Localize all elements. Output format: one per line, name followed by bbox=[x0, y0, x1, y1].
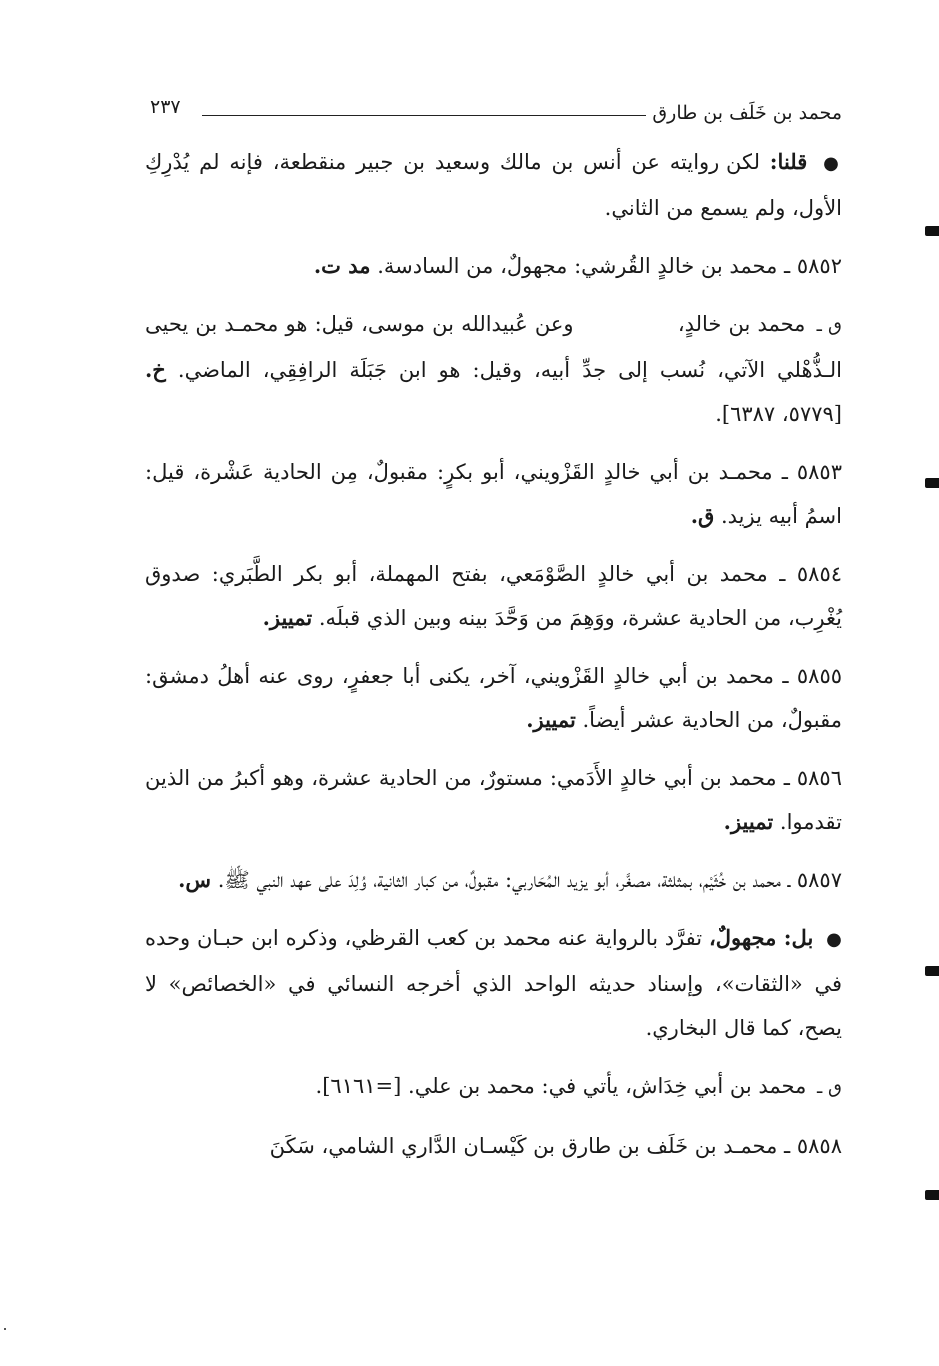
running-title: محمد بن خَلَف بن طارق bbox=[646, 102, 842, 124]
cross-reference-entry bbox=[145, 1064, 842, 1110]
source-code: ق. bbox=[690, 503, 715, 528]
source-code: تمييز. bbox=[262, 605, 313, 630]
entry-text: محمد بن أبي خالدٍ القَزْويني، آخر، يكنى أبا جعفرٍ، روى عنه أهلُ دمشق: مقبولٌ، من الحادية عشر أيضاً. bbox=[145, 664, 842, 732]
biography-entry bbox=[145, 1124, 842, 1168]
source-code: تمييز. bbox=[723, 809, 774, 834]
comment-text: لكن روايته عن أنس بن مالك وسعيد بن جبير منقطعة، فإنه لم يُدْرِكِ الأول، ولم يسمع من الثاني. bbox=[145, 150, 842, 220]
cross-reference-entry bbox=[145, 302, 842, 436]
comment-lead: قلنا: bbox=[769, 149, 808, 174]
margin-mark-icon bbox=[925, 478, 939, 488]
page-number: ٢٣٧ bbox=[150, 96, 185, 118]
biography-entry bbox=[145, 552, 842, 640]
margin-mark-icon bbox=[925, 966, 939, 976]
source-code: تمييز. bbox=[526, 707, 576, 732]
source-code: خ. bbox=[145, 357, 166, 382]
bullet-icon: ● bbox=[826, 929, 842, 950]
biography-entry bbox=[145, 244, 842, 288]
entry-number: ٥٨٥٦ ـ bbox=[783, 766, 842, 790]
entry-text: محمد بن خالدٍ القُرشي: مجهولٌ، من السادسة. bbox=[377, 254, 778, 278]
bullet-icon: ● bbox=[823, 153, 842, 174]
biography-entry bbox=[145, 756, 842, 844]
entry-text: محمد بن أبي خِدَاش، يأتي في: محمد بن علي. bbox=[408, 1074, 807, 1098]
circle-icon: ٯ ـ bbox=[817, 1077, 842, 1098]
source-code: س. bbox=[178, 867, 212, 892]
entry-number: ٥٨٥٢ ـ bbox=[784, 254, 842, 278]
entry-text: وعن عُبيدالله بن موسى، قيل: هو محمـد بن يحيى الـذُّهْلي الآتي، نُسب إلى جدِّ أبيه، وقيل: هو ابن جَبَلَة الرافِقِي، الماضي. bbox=[145, 312, 842, 382]
reference-numbers: [=٦١٦١]. bbox=[315, 1074, 402, 1098]
biography-entry bbox=[145, 654, 842, 742]
entry-text: محمد بن خُثَيْم، بمثلثة، مصغَّر، أبو يزيد المُحَاربي: مقبولٌ، من كبار الثانية، وُلِدَ على عهد النبي ﷺ. bbox=[217, 868, 781, 892]
page-body bbox=[145, 140, 842, 1182]
biography-entry bbox=[145, 858, 842, 902]
comment-entry bbox=[145, 916, 842, 1050]
circle-icon: ٯ ـ bbox=[816, 315, 842, 336]
entry-text: محمـد بن أبي خالدٍ القَزْويني، أبو بكرٍ: مقبولٌ، مِن الحادية عَشْرة، قيل: اسمُ أبيه يزيد. bbox=[145, 460, 842, 528]
entry-text: محمـد بن خَلَف بن طارق بن كَيْسـان الدَّاري الشامي، سَكَنَ bbox=[269, 1134, 778, 1158]
scan-speck bbox=[4, 1328, 6, 1330]
entry-text: محمد بن خالدٍ، bbox=[677, 312, 806, 336]
entry-number: ٥٨٥٨ ـ bbox=[784, 1134, 842, 1158]
comment-lead: بل: مجهولٌ، bbox=[708, 925, 814, 950]
source-code: مد ت. bbox=[313, 253, 371, 278]
header-rule bbox=[202, 115, 646, 116]
entry-text: محمد بن أبي خالدٍ الصَّوْمَعي، بفتح المهملة، أبو بكر الطَّبَري: صدوق يُغْرِب، من الحادية عشرة، ووَهِمَ من وَحَّدَ بينه وبين الذي قبلَه. bbox=[145, 562, 842, 630]
comment-entry bbox=[145, 140, 842, 230]
comment-text: تفرَّد بالرواية عنه محمد بن كعب القرظي، وذكره ابن حبـان وحده في «الثقات»، وإسناد حديثه الواحد الذي أخرجه النسائي في «الخصائص» لا يصح، كما قال البخاري. bbox=[145, 926, 842, 1040]
entry-number: ٥٨٥٤ ـ bbox=[779, 562, 843, 586]
reference-numbers: [٥٧٧٩، ٦٣٨٧]. bbox=[715, 402, 842, 426]
margin-mark-icon bbox=[925, 226, 939, 236]
entry-number: ٥٨٥٣ ـ bbox=[781, 460, 842, 484]
entry-number: ٥٨٥٧ ـ bbox=[787, 868, 842, 892]
biography-entry bbox=[145, 450, 842, 538]
margin-mark-icon bbox=[925, 1190, 939, 1200]
entry-number: ٥٨٥٥ ـ bbox=[782, 664, 843, 688]
page-header bbox=[150, 96, 842, 130]
entry-text: محمد بن أبي خالدٍ الأَدَمي: مستورٌ، من الحادية عشرة، وهو أكبرُ من الذين تقدموا. bbox=[145, 766, 842, 834]
